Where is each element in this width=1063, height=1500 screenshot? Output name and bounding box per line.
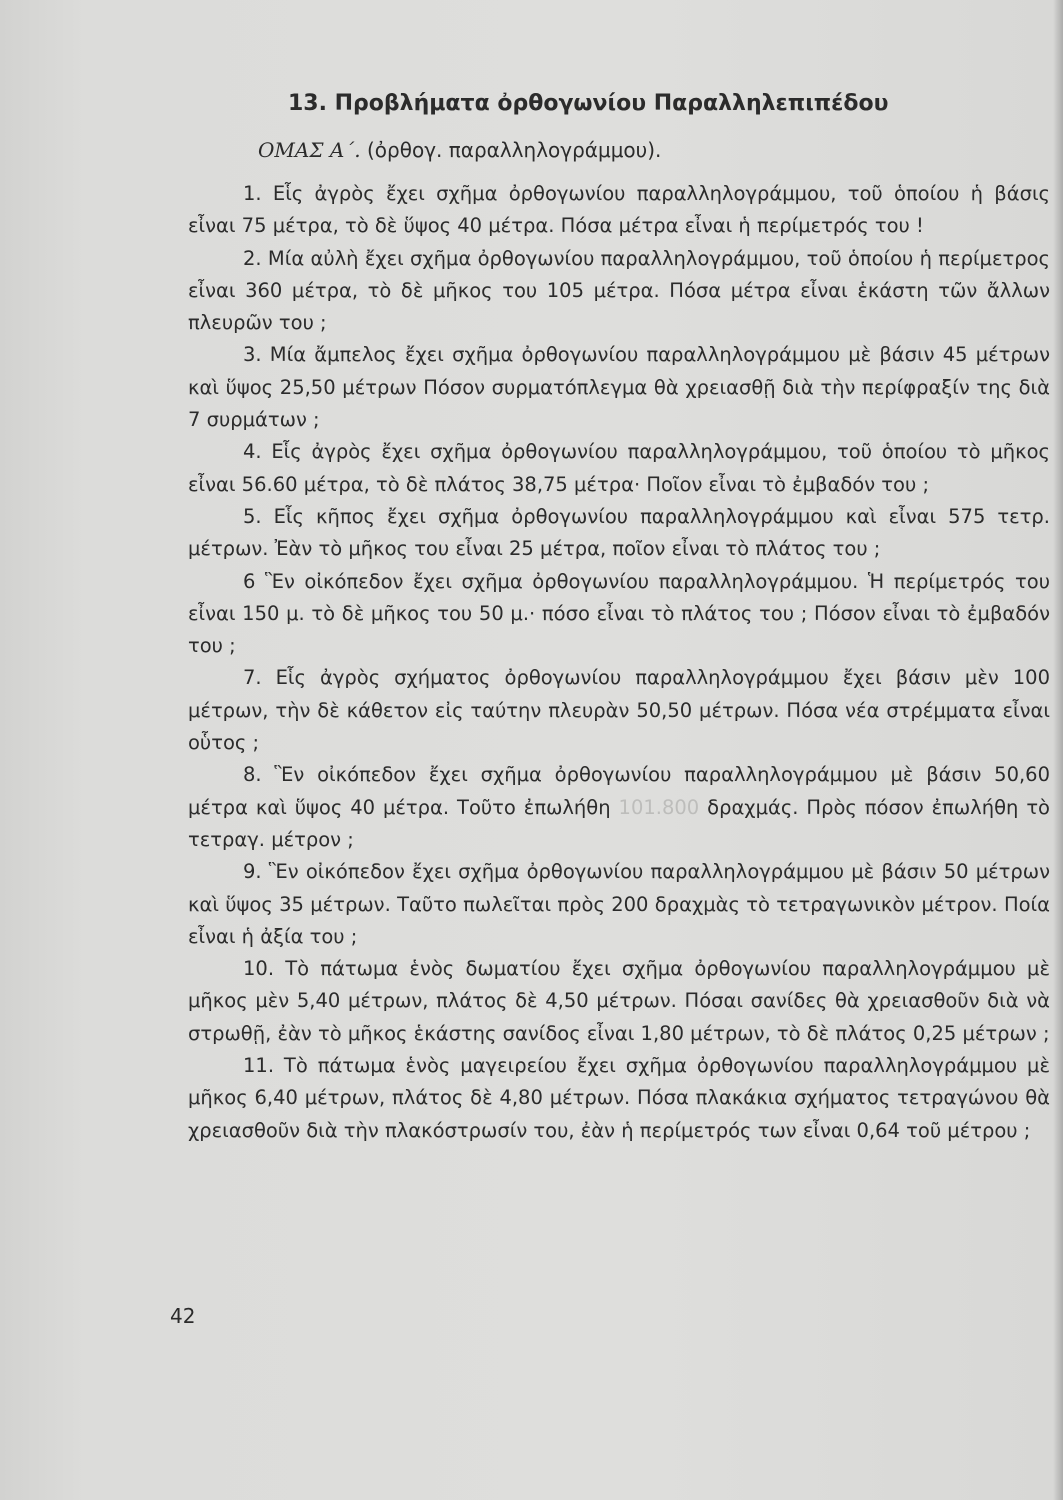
problem-8	[188, 759, 1050, 856]
problem-5: 5. Εἷς κῆπος ἔχει σχῆμα ὀρθογωνίου παραλληλογράμμου καὶ εἶναι 575 τετρ. μέτρων. Ἐὰν τὸ μῆκος του εἶναι 25 μέτρα, ποῖον εἶναι τὸ πλάτος του ;	[188, 504, 1050, 561]
page-content	[188, 84, 1050, 1147]
problem-3: 3. Μία ἄμπελος ἔχει σχῆμα ὀρθογωνίου παραλληλογράμμου μὲ βάσιν 45 μέτρων καὶ ὕψος 25,50 μέτρων Πόσον συρματόπλεγμα θὰ χρειασθῇ διὰ τὴν περίφραξίν της διὰ 7 συρμάτων ;	[188, 343, 1050, 432]
group-heading	[258, 130, 1050, 170]
page-edge-shadow	[1053, 0, 1063, 1500]
problem-7: 7. Εἷς ἀγρὸς σχήματος ὀρθογωνίου παραλληλογράμμου ἔχει βάσιν μὲν 100 μέτρων, τὴν δὲ κάθετον εἰς ταύτην πλευρὰν 50,50 μέτρων. Πόσα νέα στρέμματα εἶναι οὗτος ;	[188, 666, 1050, 755]
group-subtitle: (ὀρθογ. παραλληλογράμμου).	[366, 138, 662, 162]
section-heading: 13. Προβλήματα ὀρθογωνίου Παραλληλεπιπέδου	[288, 91, 889, 116]
problem-list	[188, 178, 1050, 1147]
problem-8-tail: δραχμάς. Πρὸς πόσον ἐπωλήθη τὸ τετραγ. μέτρον ;	[188, 795, 1050, 851]
group-name: ΟΜΑΣ Α΄.	[258, 138, 361, 162]
problem-4: 4. Εἷς ἀγρὸς ἔχει σχῆμα ὀρθογωνίου παραλληλογράμμου, τοῦ ὁποίου τὸ μῆκος εἶναι 56.60 μέτρα, τὸ δὲ πλάτος 38,75 μέτρα· Ποῖον εἶναι τὸ ἐμβαδόν του ;	[188, 440, 1050, 496]
problem-9: 9. Ἓν οἰκόπεδον ἔχει σχῆμα ὀρθογωνίου παραλληλογράμμου μὲ βάσιν 50 μέτρων καὶ ὕψος 35 μέτρων. Ταῦτο πωλεῖται πρὸς 200 δραχμὰς τὸ τετραγωνικὸν μέτρον. Ποία εἶναι ἡ ἀξία του ;	[188, 860, 1050, 948]
faded-price-stamp: 101.800	[618, 795, 700, 819]
problem-11: 11. Τὸ πάτωμα ἑνὸς μαγειρείου ἔχει σχῆμα ὀρθογωνίου παραλληλογράμμου μὲ μῆκος 6,40 μέτρων, πλάτος δὲ 4,80 μέτρων. Πόσα πλακάκια σχήματος τετραγώνου θὰ χρειασθοῦν διὰ τὴν πλακόστρωσίν του, ἐὰν ἡ περίμετρός των εἶναι 0,64 τοῦ μέτρου ;	[188, 1054, 1050, 1142]
problem-10: 10. Τὸ πάτωμα ἑνὸς δωματίου ἔχει σχῆμα ὀρθογωνίου παραλληλογράμμου μὲ μῆκος μὲν 5,40 μέτρων, πλάτος δὲ 4,50 μέτρων. Πόσαι σανίδες θὰ χρειασθοῦν διὰ νὰ στρωθῇ, ἐὰν τὸ μῆκος ἑκάστης σανίδος εἶναι 1,80 μέτρων, τὸ δὲ πλάτος 0,25 μέτρων ;	[188, 957, 1050, 1045]
problem-1: 1. Εἷς ἀγρὸς ἔχει σχῆμα ὀρθογωνίου παραλληλογράμμου, τοῦ ὁποίου ἡ βάσις εἶναι 75 μέτρα, τὸ δὲ ὕψος 40 μέτρα. Πόσα μέτρα εἶναι ἡ περίμετρός του !	[188, 182, 1050, 238]
page-number: 42	[170, 1304, 196, 1328]
problem-8-text: 8. Ἓν οἰκόπεδον ἔχει σχῆμα ὀρθογωνίου παραλληλογράμμου μὲ βάσιν 50,60 μέτρα καὶ ὕψος 40 μέτρα. Τοῦτο ἐπωλήθη	[188, 763, 1050, 819]
problem-2: 2. Μία αὐλὴ ἔχει σχῆμα ὀρθογωνίου παραλληλογράμμου, τοῦ ὁποίου ἡ περίμετρος εἶναι 360 μέτρα, τὸ δὲ μῆκος του 105 μέτρα. Πόσα μέτρα εἶναι ἑκάστη τῶν ἄλλων πλευρῶν του ;	[188, 246, 1050, 335]
problem-6: 6 Ἓν οἰκόπεδον ἔχει σχῆμα ὀρθογωνίου παραλληλογράμμου. Ἡ περίμετρός του εἶναι 150 μ. τὸ δὲ μῆκος του 50 μ.· πόσο εἶναι τὸ πλάτος του ; Πόσον εἶναι τὸ ἐμβαδόν του ;	[188, 569, 1050, 658]
